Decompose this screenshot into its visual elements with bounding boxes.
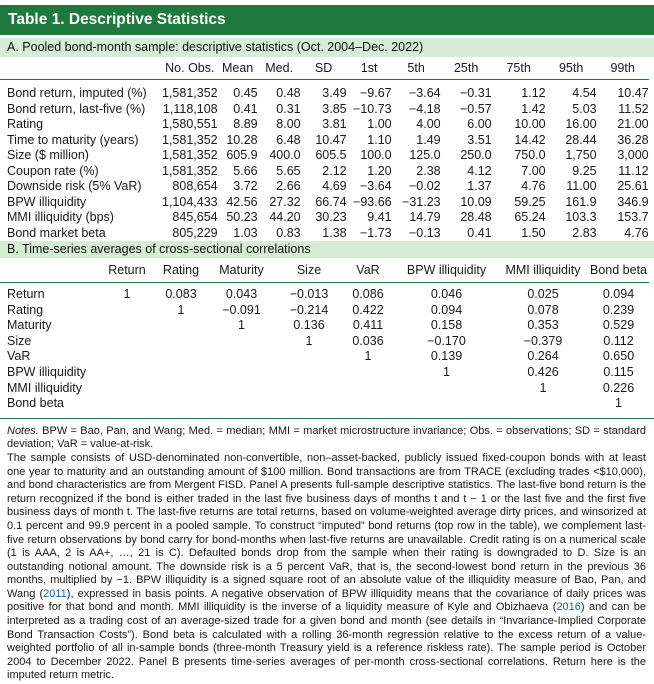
row-label: Size (7, 333, 32, 348)
table-cell: 9.25 (572, 163, 597, 178)
row-label: Bond return, imputed (%) (7, 86, 147, 100)
table-cell (206, 334, 277, 350)
table-cell: 66.74 (315, 194, 347, 209)
table-cell: −4.18 (408, 101, 441, 116)
table-cell: 1.38 (322, 225, 347, 240)
table-cell (156, 365, 206, 381)
table-cell: 0.158 (430, 318, 463, 333)
table-cell: 400.0 (269, 148, 301, 162)
table-cell: 65.24 (514, 210, 546, 224)
table-cell: 0.136 (293, 318, 325, 333)
table-cell: 6.48 (276, 132, 301, 147)
notes-text-3: ) and can be interpreted as a trading cost of an average-sized trade for a given bond and month (see details in “Invariance-Implied Corporate Bond Transaction Costs”). Bond beta is calculated with a rolling 36-month regression relative to the excess return of a value-weighted portfolio of all in-sample bonds (three-month Treasury yield is a reference riskless rate). The sample period is October 2004 to December 2022. Panel B presents time-series averages of per-month cross-sectional correlations. Return here is the imputed return metric. (7, 601, 646, 682)
column-header: Bond beta (588, 258, 649, 283)
column-header: Return (98, 258, 156, 283)
notes-lead: Notes. (7, 424, 39, 437)
table-cell: 3.85 (322, 101, 347, 116)
table-cell: 0.043 (225, 287, 258, 301)
table-cell: 161.9 (565, 194, 597, 209)
table-cell: 59.25 (514, 194, 546, 209)
table-row (0, 133, 649, 149)
table-cell: 0.31 (276, 101, 301, 116)
table-cell: 0.422 (352, 302, 384, 317)
table-cell: 11.00 (566, 179, 597, 193)
table-row (0, 318, 649, 334)
table-cell (395, 396, 498, 412)
table-cell: 2.66 (276, 179, 301, 193)
table-cell (98, 318, 156, 334)
table-cell: 11.12 (618, 163, 649, 178)
table-cell (156, 349, 206, 365)
table-cell: 27.32 (269, 194, 301, 209)
table-cell: 28.44 (565, 132, 597, 147)
table-cell: 605.9 (226, 148, 258, 162)
table-cell: 0.226 (602, 380, 635, 395)
table-row (0, 117, 649, 133)
table-cell: 1 (539, 380, 547, 395)
notes-abbrev-text: BPW = Bao, Pan, and Wang; Med. = median; MMI = market microstructure invariance; Obs. = observations; SD = standard deviation; VaR = value-at-risk. (7, 424, 646, 451)
table-cell: 10.00 (514, 117, 546, 131)
table-cell: −0.31 (459, 86, 492, 100)
table-cell: 44.20 (269, 210, 301, 224)
column-header: BPW illiquidity (395, 258, 498, 283)
table-cell (98, 396, 156, 412)
row-label: Rating (7, 117, 44, 131)
table-cell: 5.65 (276, 163, 301, 178)
column-header: 5th (392, 57, 441, 80)
table-cell: 1.37 (467, 179, 492, 193)
table-cell: −0.379 (523, 333, 563, 348)
table-cell: 3.72 (233, 179, 258, 193)
table-cell: 6.00 (467, 117, 492, 131)
table-cell: 7.00 (521, 163, 546, 178)
table-cell: 1.20 (367, 163, 392, 178)
table-cell: 10.47 (617, 86, 649, 100)
table-notes (0, 418, 654, 683)
table-cell: 0.83 (276, 225, 301, 240)
table-cell: 805,229 (172, 225, 218, 240)
panel-b-table (0, 258, 649, 418)
table-row (0, 303, 649, 319)
table-cell: 153.7 (617, 210, 649, 224)
panel-a-header-row (0, 57, 649, 80)
table-row (0, 210, 649, 226)
table-cell: 0.086 (352, 287, 384, 301)
column-header: 25th (441, 57, 492, 80)
table-cell (277, 381, 341, 397)
table-cell: 16.00 (565, 117, 597, 131)
table-cell (98, 381, 156, 397)
table-cell: 0.094 (602, 287, 635, 301)
table-cell (206, 381, 277, 397)
notes-text-2: ), expressed in basis points. A negative observation of BPW illiquidity means that the covariance of daily prices was positive for that bond and month. MMI illiquidity is the inverse of a liquidity measure of Kyle and Obizhaeva ( (7, 587, 647, 614)
table-cell: 346.9 (617, 194, 649, 209)
table-row (0, 179, 649, 195)
table-cell: 4.12 (467, 163, 492, 178)
table-cell: 0.046 (430, 287, 463, 301)
table-cell: 8.89 (233, 117, 258, 131)
table-row (0, 102, 649, 118)
table-cell: 50.23 (226, 210, 258, 224)
table-cell: 1.12 (521, 86, 546, 100)
panel-a-header-blank (0, 57, 162, 80)
column-header: Rating (156, 258, 206, 283)
table-cell (98, 334, 156, 350)
table-cell: 0.353 (527, 318, 559, 333)
table-cell: 0.094 (430, 302, 463, 317)
table-cell: 1 (364, 349, 372, 364)
table-cell: 1 (615, 396, 622, 411)
table-cell: 3.49 (322, 86, 347, 100)
panel-b-heading: B. Time-series averages of cross-sectional correlations (0, 241, 654, 258)
table-cell (277, 396, 341, 412)
table-cell (341, 365, 395, 381)
table-cell: 808,654 (172, 179, 218, 193)
table-cell: −0.214 (289, 302, 329, 317)
row-label: BPW illiquidity (7, 194, 87, 209)
table-cell (206, 396, 277, 412)
table-cell (206, 365, 277, 381)
table-cell: 1 (177, 302, 185, 317)
table-cell: 125.0 (409, 148, 441, 162)
table-cell: 250.0 (460, 148, 492, 162)
table-cell: 1 (238, 318, 245, 333)
column-header: Size (277, 258, 341, 283)
table-cell: 750.0 (514, 148, 546, 162)
row-label: MMI illiquidity (7, 380, 83, 395)
table-cell: 3.51 (467, 132, 492, 147)
citation-link-2011[interactable]: 2011 (43, 587, 67, 600)
table-cell: −0.013 (289, 287, 329, 301)
table-cell: −31.23 (402, 194, 441, 209)
column-header: 99th (597, 57, 649, 80)
row-label: Size ($ million) (7, 148, 89, 162)
table-cell (395, 381, 498, 397)
table-cell: 1,750 (565, 148, 597, 162)
table-cell: 9.41 (367, 210, 392, 224)
table-cell: 4.54 (572, 86, 597, 100)
table-cell: 0.48 (276, 86, 301, 100)
table-cell: 5.66 (233, 163, 258, 178)
table-row (0, 396, 649, 412)
row-label: Bond beta (7, 396, 64, 411)
table-row (0, 283, 649, 303)
table-cell (156, 334, 206, 350)
table-cell: −10.73 (353, 101, 392, 116)
table-cell: 100.0 (360, 148, 392, 162)
row-label: Downside risk (5% VaR) (7, 179, 142, 193)
table-cell: 1,581,352 (162, 86, 218, 100)
table-cell (341, 396, 395, 412)
row-label: VaR (7, 349, 31, 364)
panel-b-header-row (0, 258, 649, 283)
table-cell: 21.00 (617, 117, 649, 131)
table-cell: −0.02 (408, 179, 441, 193)
table-cell: 1 (305, 333, 313, 348)
table-cell: −0.57 (459, 101, 492, 116)
table-cell: 0.239 (602, 302, 635, 317)
table-cell: −1.73 (359, 225, 392, 240)
table-row (0, 349, 649, 365)
table-cell: 1,580,551 (162, 117, 218, 131)
table-cell: 1,581,352 (162, 163, 218, 178)
table-cell (277, 349, 341, 365)
row-label: Maturity (7, 318, 52, 333)
table-cell: 4.00 (416, 117, 441, 131)
table-cell: 5.03 (572, 101, 597, 116)
table-cell: 2.83 (572, 225, 597, 240)
table-cell (156, 381, 206, 397)
table-cell: 4.76 (521, 179, 546, 193)
table-cell: 3,000 (617, 148, 649, 162)
row-label: BPW illiquidity (7, 364, 87, 379)
table-cell: 3.81 (322, 117, 347, 131)
table-cell: 1.10 (367, 132, 392, 147)
table-cell: 1.42 (521, 101, 546, 116)
table-cell (206, 349, 277, 365)
table-cell: 1.03 (233, 225, 258, 240)
citation-link-2016[interactable]: 2016 (556, 601, 581, 614)
table-cell: 1 (123, 287, 131, 301)
table-row (0, 365, 649, 381)
panel-a-table (0, 57, 649, 241)
table-row (0, 195, 649, 211)
table-cell: 10.28 (226, 132, 258, 147)
table-row (0, 164, 649, 180)
column-header: 95th (546, 57, 597, 80)
column-header: No. Obs. (162, 57, 218, 80)
table-cell (341, 381, 395, 397)
table-cell: −0.13 (408, 225, 441, 240)
table-page (0, 5, 654, 684)
table-cell: 10.09 (460, 194, 492, 209)
table-cell: 30.23 (315, 210, 347, 224)
table-cell: 0.650 (602, 349, 635, 364)
column-header: SD (301, 57, 347, 80)
column-header: 1st (347, 57, 392, 80)
table-cell: 0.139 (430, 349, 463, 364)
table-cell (156, 318, 206, 334)
table-cell: 0.41 (233, 101, 258, 116)
row-label: Time to maturity (years) (7, 132, 139, 147)
table-cell: 0.083 (165, 287, 197, 301)
table-cell: 14.79 (409, 210, 441, 224)
column-header: VaR (341, 258, 395, 283)
table-cell: 0.036 (352, 333, 384, 348)
table-cell: 42.56 (226, 194, 258, 209)
table-cell (98, 365, 156, 381)
table-cell: 1,581,352 (162, 148, 218, 162)
table-cell: 1.00 (367, 117, 392, 131)
column-header: MMI illiquidity (498, 258, 588, 283)
row-label: MMI illiquidity (bps) (7, 210, 114, 224)
table-cell: 1,581,352 (162, 132, 218, 147)
table-cell: 10.47 (315, 132, 347, 147)
table-cell: 0.411 (352, 318, 384, 333)
table-cell: 605.5 (315, 148, 347, 162)
table-cell: 0.078 (527, 302, 559, 317)
table-cell: −0.091 (222, 302, 261, 317)
table-row (0, 226, 649, 242)
column-header: Maturity (206, 258, 277, 283)
table-cell: 0.41 (467, 225, 492, 240)
table-cell: 1.49 (416, 132, 441, 147)
table-cell (277, 365, 341, 381)
table-cell: 1,118,108 (162, 101, 218, 116)
column-header: Mean (218, 57, 258, 80)
table-cell: 0.115 (603, 364, 634, 379)
row-label: Rating (7, 302, 44, 317)
table-row (0, 80, 649, 102)
table-cell: 4.69 (322, 179, 347, 193)
table-cell: 0.45 (233, 86, 258, 100)
column-header: 75th (492, 57, 546, 80)
table-cell: 103.3 (565, 210, 597, 224)
table-cell: −93.66 (353, 194, 392, 209)
table-cell: −0.170 (427, 333, 466, 348)
table-cell: 1.50 (521, 225, 546, 240)
table-cell: 14.42 (514, 132, 546, 147)
notes-description (7, 452, 646, 683)
panel-a-heading: A. Pooled bond-month sample: descriptive statistics (Oct. 2004–Dec. 2022) (0, 38, 654, 57)
table-cell: 1,104,433 (162, 194, 218, 209)
table-cell: −9.67 (359, 86, 392, 100)
table-title: Table 1. Descriptive Statistics (0, 5, 654, 35)
table-cell: 28.48 (460, 210, 492, 224)
notes-abbreviations (7, 425, 646, 452)
table-cell: 8.00 (276, 117, 301, 131)
table-cell (156, 396, 206, 412)
row-label: Return (7, 287, 45, 301)
panel-b-header-blank (0, 258, 98, 283)
table-cell (98, 303, 156, 319)
table-row (0, 334, 649, 350)
notes-text-1: The sample consists of USD-denominated non-convertible, non–asset-backed, publicly issued fixed-coupon bonds with at least one year to maturity and an outstanding amount of $100 million. Bond transactions are from TRACE (excluding trades <$10,000), and bond characteristics are from Mergent FISD. Panel A presents full-sample descriptive statistics. The last-five bond return is the return recognized if the bond is either traded in the last five business days of months t and t − 1 or the last five and the first five business days of month t. The last-five returns are total returns, based on volume-weighted average dirty prices, and winsorized at 0.1 percent and 99.9 percent in a pooled sample. To construct “imputed” bond returns (top row in the table), we complement last-five return observations by bond carry for bond-months when last-five returns are unavailable. Credit rating is on a numerical scale (1 is AAA, 2 is AA+, …, 21 is C). Defaulted bonds drop from the sample when their rating is downgraded to D. Size is an outstanding notional amount. The downside risk is a 5 percent VaR, that is, the second-lowest bond return in the previous 36 months, multiplied by −1. BPW illiquidity is a signed square root of an absolute value of the illiquidity measure of Bao, Pan, and Wang ( (7, 451, 646, 600)
table-cell: 845,654 (172, 210, 218, 224)
row-label: Bond return, last-five (%) (7, 101, 146, 116)
table-cell (498, 396, 588, 412)
table-cell: −3.64 (408, 86, 441, 100)
table-row (0, 381, 649, 397)
table-cell: 0.264 (527, 349, 559, 364)
table-cell: 4.76 (624, 225, 649, 240)
table-cell: 2.12 (322, 163, 347, 178)
table-cell: 0.529 (602, 318, 635, 333)
table-cell: 0.025 (527, 287, 559, 301)
table-cell: 36.28 (617, 132, 649, 147)
table-cell: 2.38 (416, 163, 441, 178)
table-cell: 11.52 (618, 101, 649, 116)
table-cell: 1 (443, 364, 450, 379)
table-row (0, 148, 649, 164)
table-cell (98, 349, 156, 365)
table-cell: 0.112 (603, 333, 634, 348)
column-header: Med. (258, 57, 301, 80)
table-cell: 0.426 (527, 364, 559, 379)
row-label: Coupon rate (%) (7, 163, 99, 178)
table-cell: −3.64 (359, 179, 392, 193)
row-label: Bond market beta (7, 225, 106, 240)
table-cell: 25.61 (617, 179, 649, 193)
